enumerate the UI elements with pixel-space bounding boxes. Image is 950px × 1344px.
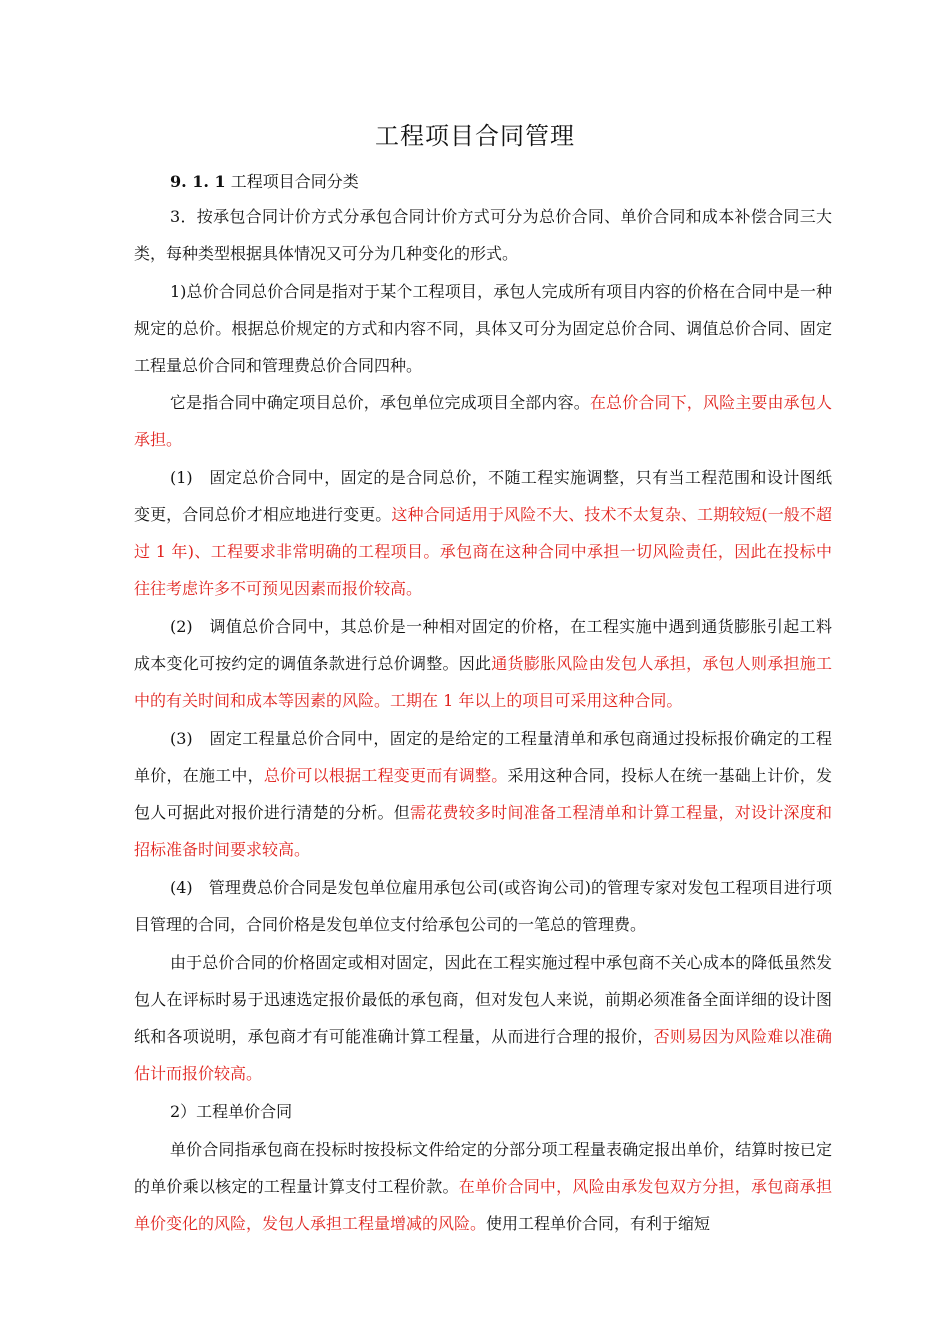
paragraph-text [134, 944, 832, 1092]
body-text: 1)总价合同总价合同是指对于某个工程项目，承包人完成所有项目内容的价格在合同中是一种规定的总价。根据总价规定的方式和内容不同，具体又可分为固定总价合同、调值总价合同、固定工程量总价合同和管理费总价合同四种。 [134, 282, 832, 375]
section-number: 9. 1. 1 [170, 172, 226, 191]
paragraph [134, 869, 832, 943]
body-text: (1) 固定总价合同中，固定的是合同总价，不随工程实施调整，只有当工程范围和设计图纸变更，合同总价才相应地进行变更。 [134, 468, 832, 524]
paragraph-text [134, 273, 832, 384]
highlighted-text: 总价可以根据工程变更而有调整。 [263, 766, 508, 785]
paragraph-text [134, 608, 832, 719]
paragraph-text [134, 459, 832, 607]
highlighted-text: 在单价合同中，风险由承发包双方分担，承包商承担单价变化的风险，发包人承担工程量增减的风险。 [134, 1177, 832, 1233]
body-text: 它是指合同中确定项目总价，承包单位完成项目全部内容。 [170, 393, 590, 412]
paragraph [134, 198, 832, 272]
highlighted-text: 否则易因为风险难以准确估计而报价较高。 [134, 1027, 832, 1083]
body-text: (2) 调值总价合同中，其总价是一种相对固定的价格，在工程实施中遇到通货膨胀引起工料成本变化可按约定的调值条款进行总价调整。因此 [134, 617, 832, 673]
highlighted-text: 通货膨胀风险由发包人承担，承包人则承担施工中的有关时间和成本等因素的风险。工期在 1 年以上的项目可采用这种合同。 [134, 654, 832, 710]
body-text: 2）工程单价合同 [170, 1102, 293, 1121]
body-text: (3) 固定工程量总价合同中，固定的是给定的工程量清单和承包商通过投标报价确定的工程单价，在施工中， [134, 729, 832, 785]
paragraph [134, 273, 832, 384]
paragraph [134, 944, 832, 1092]
body-text: 采用这种合同，投标人在统一基础上计价，发包人可据此对报价进行清楚的分析。但 [134, 766, 832, 822]
paragraph [134, 608, 832, 719]
paragraph [134, 720, 832, 868]
body-text: 3．按承包合同计价方式分承包合同计价方式可分为总价合同、单价合同和成本补偿合同三大类，每种类型根据具体情况又可分为几种变化的形式。 [134, 207, 832, 263]
page-title: 工程项目合同管理 [375, 122, 575, 150]
section-title: 工程项目合同分类 [230, 172, 359, 191]
body-text: 单价合同指承包商在投标时按投标文件给定的分部分项工程量表确定报出单价，结算时按已定的单价乘以核定的工程量计算支付工程价款。 [134, 1140, 832, 1196]
paragraph-text [134, 720, 832, 868]
paragraph-text [134, 198, 832, 272]
highlighted-text: 这种合同适用于风险不大、技术不太复杂、工期较短(一般不超过 1 年)、工程要求非常明确的工程项目。承包商在这种合同中承担一切风险责任，因此在投标中往往考虑许多不可预见因素而报价较高。 [134, 505, 832, 598]
paragraph [134, 384, 832, 458]
paragraph-text [134, 384, 832, 458]
paragraph-text [134, 1131, 832, 1242]
paragraph-text [134, 869, 832, 943]
paragraph-text [134, 1093, 832, 1130]
highlighted-text: 在总价合同下，风险主要由承包人承担。 [134, 393, 832, 449]
highlighted-text: 需花费较多时间准备工程清单和计算工程量，对设计深度和招标准备时间要求较高。 [134, 803, 832, 859]
body-text: 由于总价合同的价格固定或相对固定，因此在工程实施过程中承包商不关心成本的降低虽然发包人在评标时易于迅速选定报价最低的承包商，但对发包人来说，前期必须准备全面详细的设计图纸和各项说明，承包商才有可能准确计算工程量，从而进行合理的报价， [134, 953, 832, 1046]
paragraph [134, 459, 832, 607]
body-text: 使用工程单价合同，有利于缩短 [486, 1214, 711, 1233]
paragraph [134, 1093, 832, 1130]
body-text: (4) 管理费总价合同是发包单位雇用承包公司(或咨询公司)的管理专家对发包工程项目进行项目管理的合同，合同价格是发包单位支付给承包公司的一笔总的管理费。 [134, 878, 832, 934]
paragraph [134, 1131, 832, 1242]
section-heading [134, 163, 832, 200]
